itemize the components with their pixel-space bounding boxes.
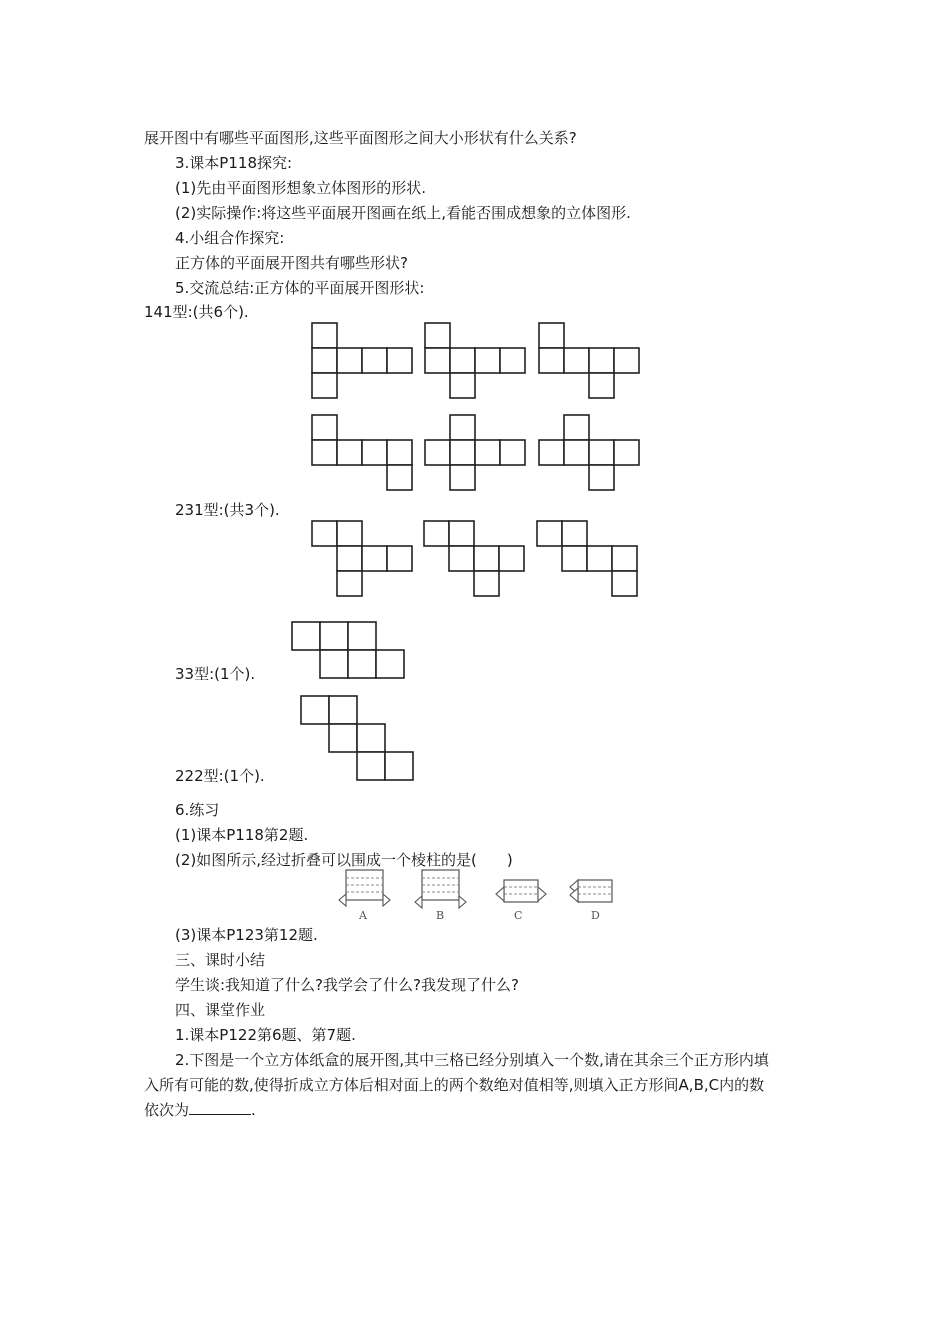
text-line: (2)实际操作:将这些平面展开图画在纸上,看能否围成想象的立体图形. (175, 204, 631, 222)
text-line: 入所有可能的数,使得折成立方体后相对面上的两个数绝对值相等,则填入正方形间A,B,C内的数 (144, 1076, 765, 1094)
option-d-label: D (591, 909, 600, 922)
net-141-6 (539, 415, 639, 490)
text-line: 141型:(共6个). (144, 303, 249, 321)
cube-net-222 (296, 691, 421, 788)
cube-nets-231 (305, 516, 650, 606)
text-line: (1)课本P118第2题. (175, 826, 309, 844)
net-231-3 (537, 521, 637, 596)
prism-options-figure (332, 866, 617, 926)
option-a-label: A (359, 909, 367, 922)
net-231-1 (312, 521, 412, 596)
answer-blank[interactable] (189, 1100, 251, 1115)
text-line: 3.课本P118探究: (175, 154, 293, 172)
text-line: 正方体的平面展开图共有哪些形状? (175, 254, 408, 272)
option-b-label: B (436, 909, 445, 922)
text-line: 5.交流总结:正方体的平面展开图形状: (175, 279, 425, 297)
option-c-label: C (514, 909, 523, 922)
net-141-4 (312, 415, 412, 490)
option-b (415, 870, 466, 922)
net-141-5 (425, 415, 525, 490)
net-141-2 (425, 323, 525, 398)
text-line: (2)如图所示,经过折叠可以围成一个棱柱的是( ) (175, 851, 513, 869)
text-line: 1.课本P122第6题、第7题. (175, 1026, 356, 1044)
section-heading: 三、课时小结 (175, 951, 266, 969)
net-231-2 (424, 521, 524, 596)
text-line: 展开图中有哪些平面图形,这些平面图形之间大小形状有什么关系? (144, 129, 577, 147)
net-141-1 (312, 323, 412, 398)
option-a (339, 870, 390, 922)
text-line (144, 1100, 256, 1120)
text-line: 33型:(1个). (175, 665, 256, 683)
cube-net-33 (287, 617, 412, 683)
text-line: 4.小组合作探究: (175, 229, 285, 247)
text-line: 2.下图是一个立方体纸盒的展开图,其中三格已经分别填入一个数,请在其余三个正方形内填 (175, 1051, 769, 1069)
text-line: 231型:(共3个). (175, 501, 280, 519)
net-141-3 (539, 323, 639, 398)
text-line: 6.练习 (175, 801, 220, 819)
cube-nets-141 (305, 318, 650, 498)
text-line: (3)课本P123第12题. (175, 926, 318, 944)
option-d (570, 880, 612, 922)
option-c (496, 880, 546, 922)
text-fragment: 依次为 (144, 1101, 190, 1119)
text-line: 222型:(1个). (175, 767, 265, 785)
text-line: 学生谈:我知道了什么?我学会了什么?我发现了什么? (175, 976, 519, 994)
text-line: (1)先由平面图形想象立体图形的形状. (175, 179, 427, 197)
section-heading: 四、课堂作业 (175, 1001, 266, 1019)
text-fragment: . (251, 1101, 256, 1119)
